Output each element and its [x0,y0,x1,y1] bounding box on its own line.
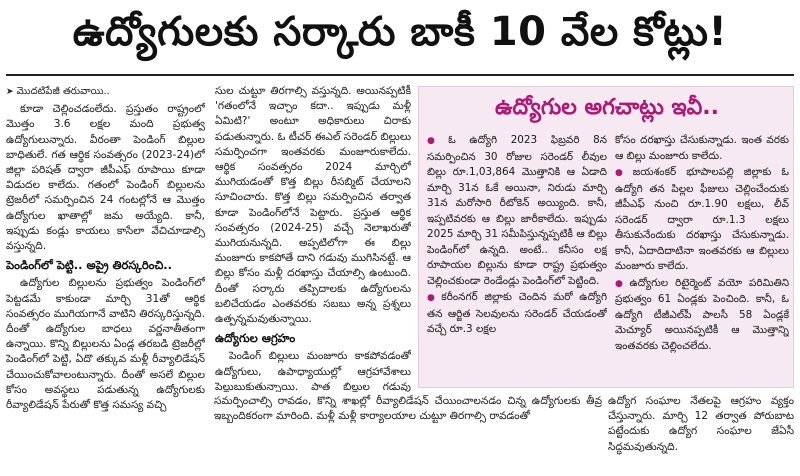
bullet-text: ఓ ఉద్యోగి 2023 ఫిబ్రవరి 8న సమర్పించిన 30 రోజుల సరెండర్ లీవుల బిల్లు రూ.1,03,864 మొత్తానికి ఆ ఏడాది మార్చి 31న ఓకే అయినా, నిరుడు మార్చి 31న మరోసారి రీటోకెన్ అయ్యింది. కానీ, ఇప్పటివరకు ఆ బిల్లు జారీకాలేదు. ఇప్పుడు 2025 మార్చి 31 సమీపిస్తున్నప్పటికీ ఆ బిల్లు పెండింగ్‌లో ఉన్నది. అంటే.. కనీసం లక్ష రూపాయల బిల్లును కూడా రాష్ట్ర ప్రభుత్వం చెల్లించకుండా రెండేండ్లు పెండింగ్‌లో పెట్టింది. [427,134,607,287]
paragraph-text: ఉద్యోగ సంఘాల నేతలపై ఆగ్రహం వ్యక్తం చేస్తున్నారు. మార్చి 12 తర్వాత పోరుబాట పట్టేందుకు ఉద్యోగ సంఘాల జేఏసీ సిద్ధమవుతున్నది. [608,395,794,453]
paragraph [608,394,794,455]
bullet-text: కరీంనగర్ జిల్లాకు చెందిన మరో ఉద్యోగి తన ఆర్జిత సెలవులను సరెండర్ చేయడంతో వచ్చే రూ.3 లక్షల [427,291,607,335]
bullet-item [615,165,789,275]
paragraph [6,102,205,254]
bullet-icon: ● [427,293,439,303]
bullet-item [615,276,789,355]
article-column-2 [215,84,411,392]
sidebar-box [418,86,794,388]
paragraph-text: సుల చుట్టూ తిరగాల్సి వస్తున్నది. అయినప్పటికీ 'గతంలోనే ఇచ్చాం కదా.. ఇప్పుడు మళ్లీ ఏమిటి?' అంటూ అధికారులు చిరాకు పడుతున్నారు. ఓ టీచర్ ఈఎల్ సరెండర్ బిల్లులు సమర్పించగా ఇంతవరకు మంజూరుకాలేదు. ఆర్థిక సంవత్సరం 2024 మార్చిలో ముగియడంతో కొత్త బిల్లు రీసబ్మిట్ చేయాలని సూచించారు. కొత్త బిల్లు సమర్పించిన తర్వాత కూడా పెండింగ్‌లోనే పెట్టారు. ప్రస్తుత ఆర్థిక సంవత్సరం (2024-25) వచ్చే నెలాఖరుతో ముగియనున్నది. అప్పటిలోగా ఈ బిల్లు మంజూరు కాకపోతే దాని గడువు ముగిసినట్టే. ఆ బిల్లు కోసం మళ్లీ దరఖాస్తు చేయాల్సి ఉంటుంది. దీంతో సర్కారు తప్పిదాలకు ఉద్యోగులను బలిచేయడం ఎంతవరకు సబబు అన్న ప్రశ్నలు ఉత్పన్నమవుతున్నాయి. [215,85,411,326]
bullet-item [427,290,607,338]
arrow-icon: ➤ [6,87,14,97]
paragraph-text: పెండింగ్ బిల్లులు మంజూరు కాకపోవడంతో ఉద్యోగులు, ఉపాధ్యాయుల్లో ఆగ్రహావేశాలు పెల్లుబుకుతున్నాయి. పాత బిల్లుల గడువు [215,350,411,392]
subheading: పెండింగ్‌లో పెట్టి.. అప్రై తిరస్కరించి.. [6,258,173,273]
continuation-label: మొదటిపేజీ తరువాయి.. [16,86,110,97]
paragraph-text: ఉద్యోగుల బిల్లులను ప్రభుత్వం పెండింగ్‌లో పెట్టడమే కాకుండా మార్చి 31తో ఆర్థిక సంవత్సరం ముగియగానే వాటిని తిరస్కరిస్తున్నది. దీంతో ఉద్యోగుల బాధలు వర్ణనాతీతంగా ఉన్నాయి. కొన్ని బిల్లులను ఏండ్ల తరబడి ట్రెజరీల్లో పెండింగ్‌లో పెట్టి, ఏదొ తక్కువ మళ్లీ రీవ్యాలిడేషన్ చేయించుకోవాలంటున్నారు. దీంతో అసలే బిల్లుల కోసం అవస్థలు పడుతున్న ఉద్యోగులకు రీవ్యాలిడేషన్ పేరుతో కొత్త సమస్య వచ్చి [6,277,205,412]
bullet-item [615,133,789,164]
article-column-1 [6,84,205,472]
paragraph [215,349,411,392]
paragraph-text: సమర్పించాల్సి రావడం, కొన్ని శాఖల్లో రీవ్యాలిడేషన్ చేయించాలనడం చిన్న ఉద్యోగులకు తీవ్ర ఇబ్బందికరంగా మారింది. మళ్లీ మళ్లీ కార్యాలయాల చుట్టూ తిరగాల్సి రావడంతో [214,395,602,423]
paragraph [214,394,602,424]
headline: ఉద్యోగులకు సర్కారు బాకీ 10 వేల కోట్లు! [72,9,728,55]
article-column-4 [608,394,794,472]
bullet-text: కోసం దరఖాస్తు చేసుకున్నాడు. ఇంత వరకు ఆ బిల్లు మంజూరు కాలేదు. [615,134,789,162]
bullet-text: జయశంకర్ భూపాలపల్లి జిల్లాకు ఓ ఉద్యోగి తన పిల్లల ఫీజులు చెల్లించేందుకు జీపీఎఫ్ నుంచి రూ.1.90 లక్షలు, లీవ్ సరెండర్ ద్వారా రూ.1.3 లక్షలు తీసుకునేందుకు దరఖాస్తు చేసుకున్నాడు. కానీ, ఏదాదిదాటినా ఇంతవరకు ఆ బిల్లులు మంజూరు కాలేదు. [615,166,789,272]
continuation-tag [6,84,205,100]
subheading: ఉద్యోగుల ఆగ్రహం [215,331,296,346]
paragraph-text: కూడా చెల్లించడంలేదు. ప్రస్తుతం రాష్ట్రంలో మొత్తం 3.6 లక్షల మంది ప్రభుత్వ ఉద్యోగులున్నారు. వీరంతా పెండింగ్ బిల్లుల బాధితులే. గత ఆర్థిక సంవత్సరం (2023-24)లో జిల్లా పరిషత్ ద్వారా జీపీఎఫ్ రూపాయి కూడా విడుదల కాలేదు. గతంలో పెండింగ్ బిల్లులను ట్రెజరీలో సమర్పించిన 24 గంటల్లోనే ఆ మొత్తం ఉద్యోగుల ఖాతాల్లో జమ అయ్యేది. కానీ, ఇప్పుడు కండ్లు కాయలు కాసేలా వేచిచూడాల్సి వస్తున్నది. [6,103,205,253]
bullet-text: ఉద్యోగుల రిటైర్మెంట్ వయో పరిమితిని ప్రభుత్వం 61 ఏండ్లకు పెంచింది. కానీ, ఓ ఉద్యోగి టీజీఎల్‌పీ పాలసీ 58 ఏండ్లకే మెచ్యూర్ అయినప్పటికీ ఆ మొత్తాన్ని ఇంతవరకు చెల్లించలేదు. [615,276,789,352]
sidebar-box-column-1 [427,133,607,385]
headline-rule [6,74,794,76]
article-column-3 [214,394,602,472]
bullet-item [427,133,607,289]
paragraph [6,276,205,413]
bullet-icon: ● [427,136,446,146]
bullet-icon: ● [615,278,627,289]
sidebar-box-column-2 [615,133,789,385]
paragraph [215,84,411,327]
sidebar-box-title: ఉద్యోగుల అగచాట్లు ఇవీ.. [495,95,719,120]
bullet-icon: ● [615,168,630,178]
